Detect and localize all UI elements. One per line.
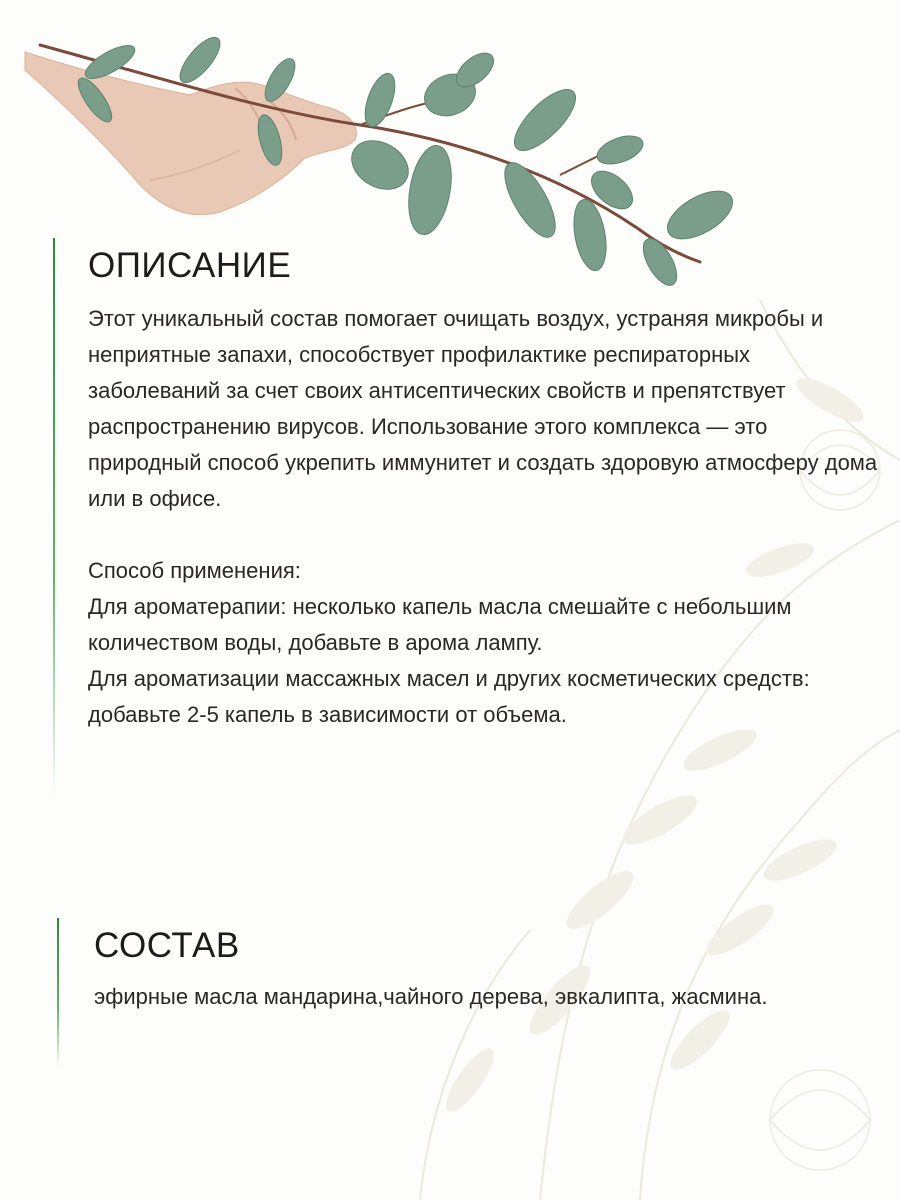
usage-massage: Для ароматизации массажных масел и других косметических средств: добавьте 2-5 капель в зависимости от объема.	[88, 666, 810, 727]
description-intro: Этот уникальный состав помогает очищать воздух, устраняя микробы и неприятные запахи, способствует профилактике респираторных заболеваний за счет своих антисептических свойств и препятствует распространению вирусов. Использование этого комплекса — это природный способ укрепить иммунитет и создать здоровую атмосферу дома или в офисе.	[88, 306, 878, 511]
description-heading: ОПИСАНИЕ	[88, 246, 292, 285]
accent-line	[53, 238, 55, 798]
accent-line	[57, 918, 59, 1068]
composition-body	[57, 963, 834, 1015]
description-section	[53, 238, 878, 733]
description-body	[53, 283, 878, 733]
composition-section	[57, 918, 857, 1015]
usage-aromatherapy: Для ароматерапии: несколько капель масла смешайте с небольшим количеством воды, добавьте в арома лампу.	[88, 594, 792, 655]
composition-heading: СОСТАВ	[94, 926, 240, 965]
composition-text: эфирные масла мандарина,чайного дерева, эвкалипта, жасмина.	[94, 984, 768, 1009]
usage-title: Способ применения:	[88, 558, 301, 583]
